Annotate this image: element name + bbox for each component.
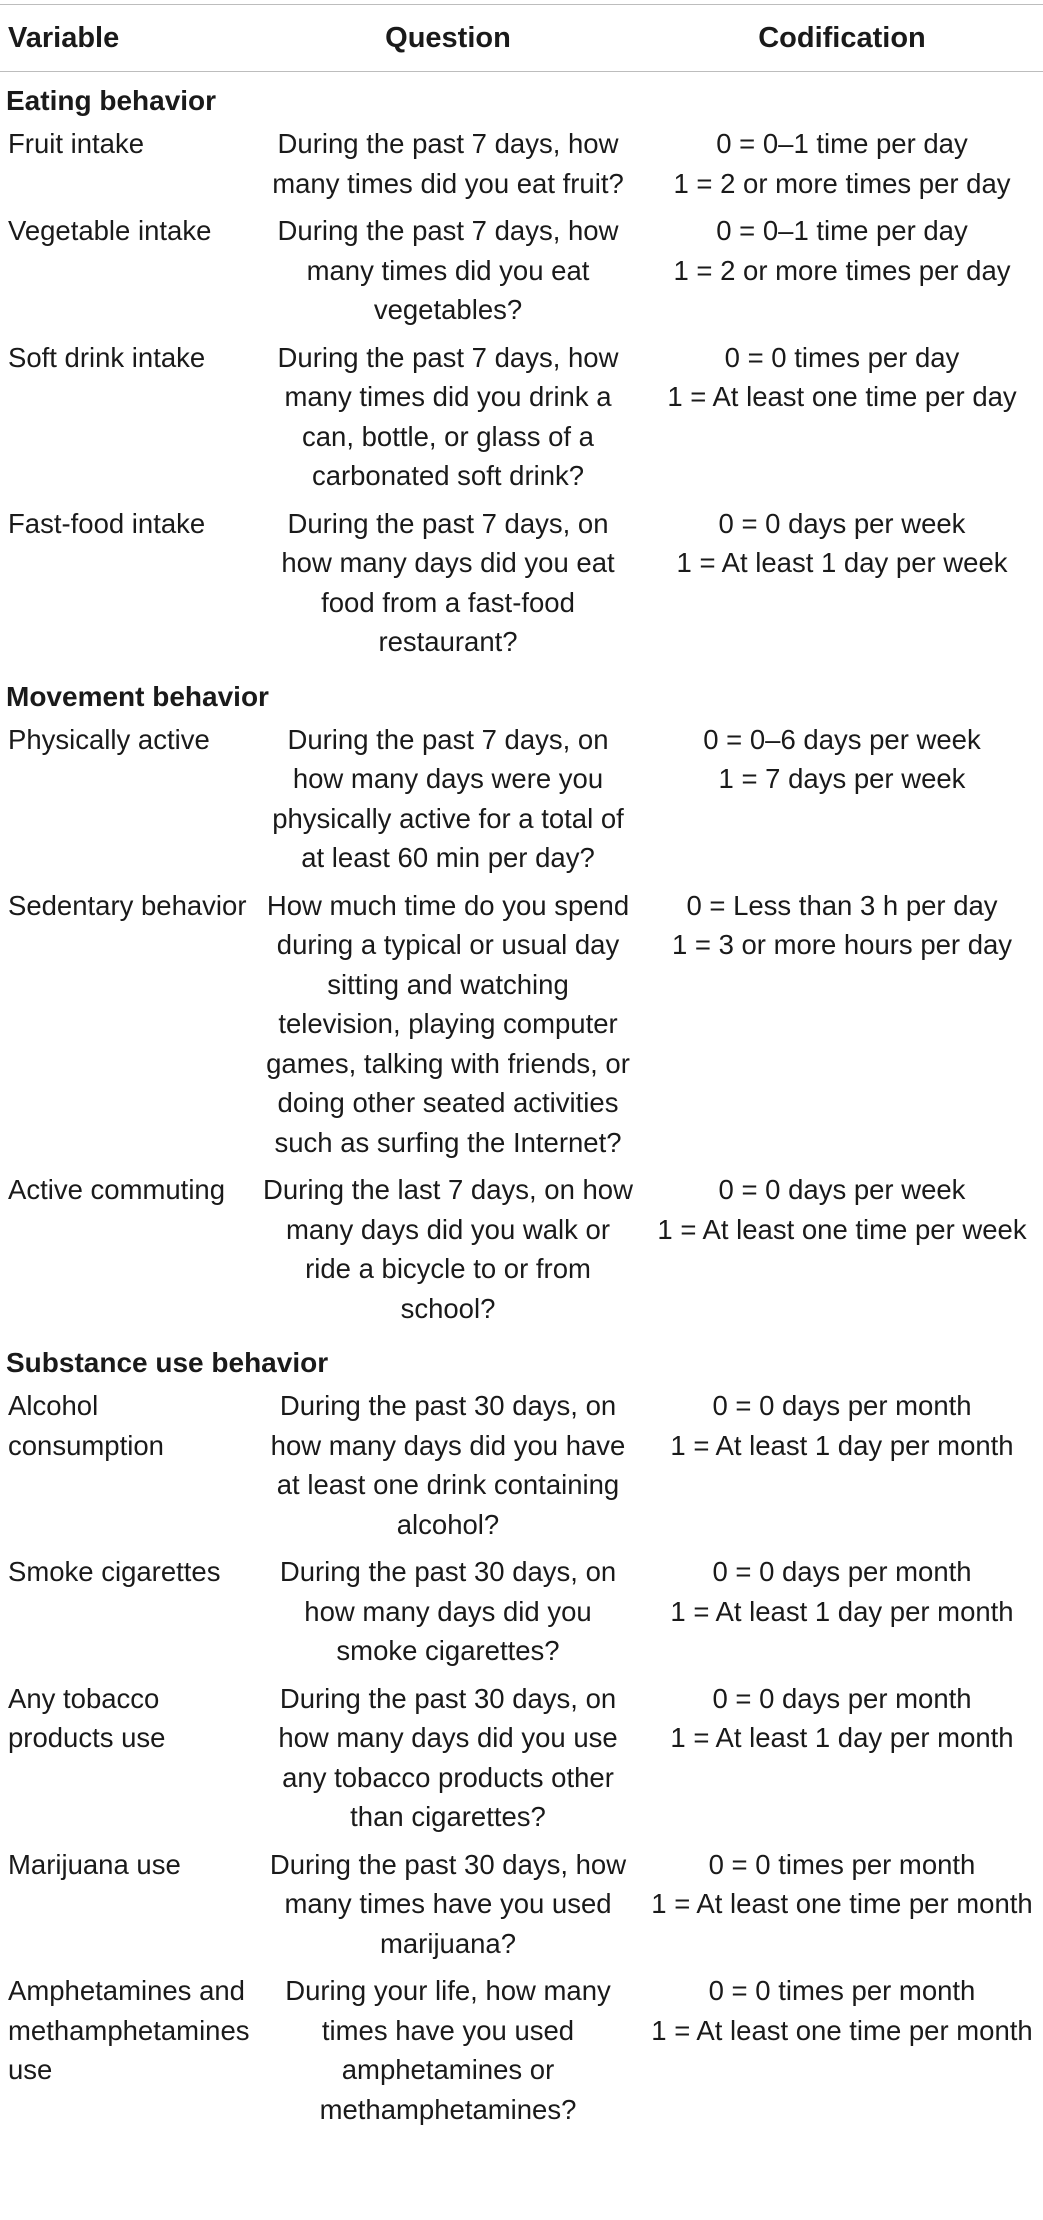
- variable-cell: Amphetamines and methamphetamines use: [8, 1975, 250, 2085]
- section-substance: [0, 1334, 1043, 2135]
- code-0: 0 = 0 days per month: [712, 1556, 972, 1587]
- header-question: Question: [255, 5, 641, 72]
- table-row: [0, 1969, 1043, 2135]
- header-codification: Codification: [641, 5, 1043, 72]
- code-1: 1 = At least 1 day per month: [670, 1722, 1014, 1753]
- question-cell: During the past 30 days, on how many days did you smoke cigarettes?: [279, 1556, 617, 1666]
- question-cell: During your life, how many times have you used amphetamines or methamphetamines?: [285, 1975, 611, 2125]
- variable-cell: Vegetable intake: [8, 215, 212, 246]
- code-0: 0 = 0–1 time per day: [716, 128, 968, 159]
- question-cell: During the past 30 days, how many times have you used marijuana?: [269, 1848, 627, 1959]
- code-1: 1 = At least one time per day: [667, 381, 1017, 412]
- code-1: 1 = 3 or more hours per day: [671, 929, 1013, 960]
- code-0: 0 = 0–6 days per week: [703, 723, 981, 755]
- question-cell: During the past 7 days, how many times did you eat vegetables?: [277, 215, 619, 325]
- question-cell: How much time do you spend during a typical or usual day sitting and watching television, playing computer games, talking with friends, or doing other seated activities such as surfing the Internet?: [266, 889, 630, 1158]
- question-cell: During the last 7 days, on how many days did you walk or ride a bicycle to or from school?: [263, 1174, 633, 1324]
- section-row: [0, 72, 1043, 123]
- codification-cell: [641, 718, 1043, 884]
- variable-cell: Alcohol consumption: [8, 1390, 164, 1461]
- section-title: Eating behavior: [6, 85, 217, 116]
- section-row: [0, 1334, 1043, 1384]
- codification-cell: [641, 336, 1043, 502]
- variables-table: [0, 4, 1043, 2135]
- variable-cell: Soft drink intake: [8, 341, 206, 373]
- code-1: 1 = At least one time per month: [651, 1888, 1033, 1919]
- code-0: 0 = 0 days per month: [712, 1682, 972, 1714]
- codification-cell: [641, 1168, 1043, 1334]
- code-1: 1 = At least 1 day per month: [670, 1595, 1014, 1627]
- variable-cell: Fruit intake: [8, 128, 145, 159]
- section-title: Movement behavior: [6, 680, 269, 712]
- code-0: 0 = 0 times per month: [708, 1848, 976, 1880]
- codification-cell: [641, 122, 1043, 209]
- variable-cell: Fast-food intake: [8, 507, 206, 539]
- header-variable: Variable: [0, 5, 255, 72]
- variable-cell: Marijuana use: [8, 1848, 181, 1880]
- header-row: [0, 5, 1043, 72]
- code-1: 1 = At least one time per month: [651, 2014, 1033, 2046]
- section-movement: [0, 668, 1043, 1335]
- code-1: 1 = At least one time per week: [657, 1213, 1027, 1245]
- question-cell: During the past 7 days, how many times did you eat fruit?: [272, 128, 624, 199]
- question-cell: During the past 7 days, on how many days did you eat food from a fast-food restaurant?: [281, 507, 615, 657]
- codification-cell: [641, 502, 1043, 668]
- codification-cell: [641, 884, 1043, 1169]
- table-row: [0, 1384, 1043, 1550]
- question-cell: During the past 7 days, how many times did you drink a can, bottle, or glass of a carbonated soft drink?: [277, 341, 619, 491]
- table-row: [0, 718, 1043, 884]
- table-row: [0, 209, 1043, 336]
- codification-cell: [641, 1677, 1043, 1843]
- variable-cell: Active commuting: [8, 1174, 226, 1205]
- code-0: 0 = 0 times per day: [724, 341, 960, 373]
- question-cell: During the past 30 days, on how many days did you have at least one drink containing alcohol?: [270, 1390, 626, 1540]
- code-0: 0 = 0–1 time per day: [716, 215, 968, 246]
- codification-cell: [641, 1843, 1043, 1970]
- code-0: 0 = 0 days per month: [712, 1390, 972, 1421]
- codification-cell: [641, 1550, 1043, 1677]
- code-1: 1 = 2 or more times per day: [673, 167, 1011, 199]
- table-row: [0, 1550, 1043, 1677]
- code-0: 0 = 0 days per week: [718, 1174, 966, 1205]
- section-row: [0, 668, 1043, 718]
- table-row: [0, 1843, 1043, 1970]
- table-row: [0, 336, 1043, 502]
- question-cell: During the past 30 days, on how many days did you use any tobacco products other than cigarettes?: [278, 1682, 618, 1832]
- section-title: Substance use behavior: [6, 1347, 329, 1378]
- question-cell: During the past 7 days, on how many days were you physically active for a total of at least 60 min per day?: [272, 723, 624, 873]
- codification-cell: [641, 209, 1043, 336]
- code-0: 0 = Less than 3 h per day: [686, 889, 998, 921]
- code-1: 1 = At least 1 day per month: [670, 1429, 1014, 1461]
- table-row: [0, 1168, 1043, 1334]
- code-1: 1 = 2 or more times per day: [673, 254, 1011, 286]
- code-1: 1 = 7 days per week: [718, 763, 966, 794]
- codification-cell: [641, 1384, 1043, 1550]
- table-header: [0, 5, 1043, 72]
- variable-cell: Physically active: [8, 723, 210, 755]
- code-1: 1 = At least 1 day per week: [676, 547, 1008, 578]
- table-row: [0, 122, 1043, 209]
- variable-cell: Any tobacco products use: [8, 1682, 166, 1753]
- table-row: [0, 884, 1043, 1169]
- table-row: [0, 1677, 1043, 1843]
- table-row: [0, 502, 1043, 668]
- code-0: 0 = 0 times per month: [708, 1975, 976, 2006]
- section-eating: [0, 72, 1043, 668]
- codification-cell: [641, 1969, 1043, 2135]
- variable-cell: Smoke cigarettes: [8, 1556, 221, 1587]
- code-0: 0 = 0 days per week: [718, 507, 966, 539]
- variable-cell: Sedentary behavior: [8, 889, 247, 921]
